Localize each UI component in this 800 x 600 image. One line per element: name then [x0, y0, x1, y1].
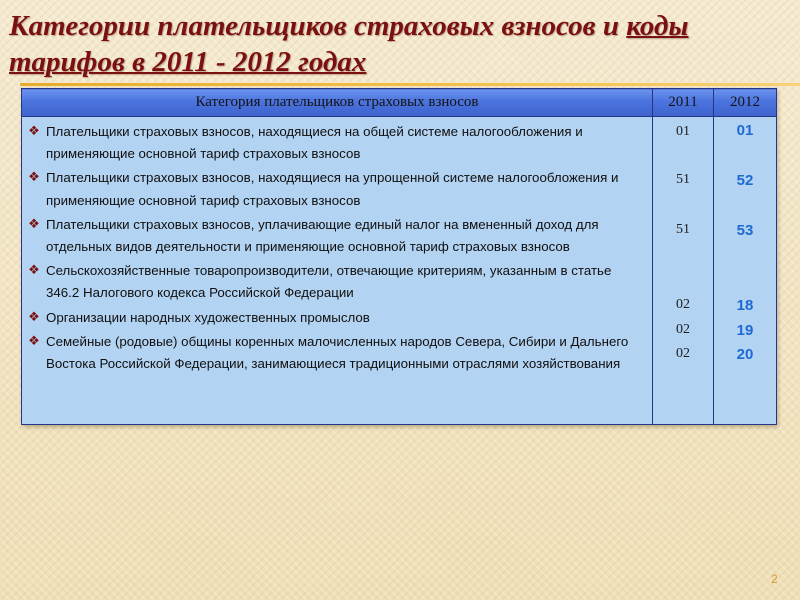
category-text: Плательщики страховых взносов, уплачивающие единый налог на вмененный доход для отдельных видов деятельности и применяющие основной тариф страховых взносов	[46, 216, 599, 255]
category-text: Семейные (родовые) общины коренных малочисленных народов Севера, Сибири и Дальнего Востока Российской Федерации, занимающиеся традиционными отраслями хозяйствования	[46, 333, 629, 372]
table-header-row	[22, 89, 777, 117]
code-2012: 53	[736, 222, 754, 239]
category-text: Плательщики страховых взносов, находящиеся на общей системе налогообложения и применяющие основной тариф страховых взносов	[46, 124, 583, 162]
codes-2011-column	[653, 117, 713, 424]
slide-title-part-2: коды тарифов в 2011 - 2012 годах	[9, 10, 689, 78]
code-2012: 19	[736, 322, 754, 339]
list-item	[26, 331, 646, 375]
code-2012: 18	[736, 297, 754, 314]
title-divider	[20, 83, 800, 86]
code-2012: 01	[736, 122, 754, 139]
code-2012: 20	[736, 346, 754, 363]
code-2011: 51	[676, 172, 690, 187]
table-body-row	[22, 117, 777, 425]
code-2011: 51	[676, 222, 690, 237]
list-item	[26, 167, 646, 211]
header-category: Категория плательщиков страховых взносов	[22, 89, 653, 117]
list-item	[26, 260, 646, 304]
code-2011: 01	[676, 124, 690, 139]
diamond-bullet-icon: ❖	[28, 170, 40, 186]
codes-2012-cell	[714, 117, 777, 425]
diamond-bullet-icon: ❖	[28, 124, 40, 139]
header-year-2012: 2012	[714, 89, 777, 117]
diamond-bullet-icon: ❖	[28, 216, 40, 232]
diamond-bullet-icon: ❖	[28, 333, 40, 349]
category-list	[22, 117, 652, 375]
category-cell	[22, 117, 653, 425]
slide-number: 2	[771, 572, 778, 586]
code-2011: 02	[676, 346, 690, 361]
code-2011: 02	[676, 322, 690, 337]
diamond-bullet-icon: ❖	[28, 309, 40, 325]
slide-title-part-1: Категории плательщиков страховых взносов и	[9, 10, 627, 42]
category-text: Плательщики страховых взносов, находящиеся на упрощенной системе налогообложения и применяющие основной тариф страховых взносов	[46, 170, 619, 208]
category-text: Сельскохозяйственные товаропроизводители, отвечающие критериям, указанным в статье 346.2 Налогового кодекса Российской Федерации	[46, 263, 612, 301]
diamond-bullet-icon: ❖	[28, 263, 40, 279]
tariff-table-container	[21, 88, 776, 425]
slide-title	[9, 8, 799, 80]
code-2012: 52	[736, 172, 754, 189]
code-2011: 02	[676, 297, 690, 312]
list-item	[26, 214, 646, 258]
list-item	[26, 307, 646, 329]
tariff-table	[21, 88, 777, 425]
header-year-2011: 2011	[653, 89, 714, 117]
list-item	[26, 121, 646, 165]
codes-2012-column	[714, 117, 776, 424]
category-text: Организации народных художественных промыслов	[46, 309, 370, 325]
codes-2011-cell	[653, 117, 714, 425]
